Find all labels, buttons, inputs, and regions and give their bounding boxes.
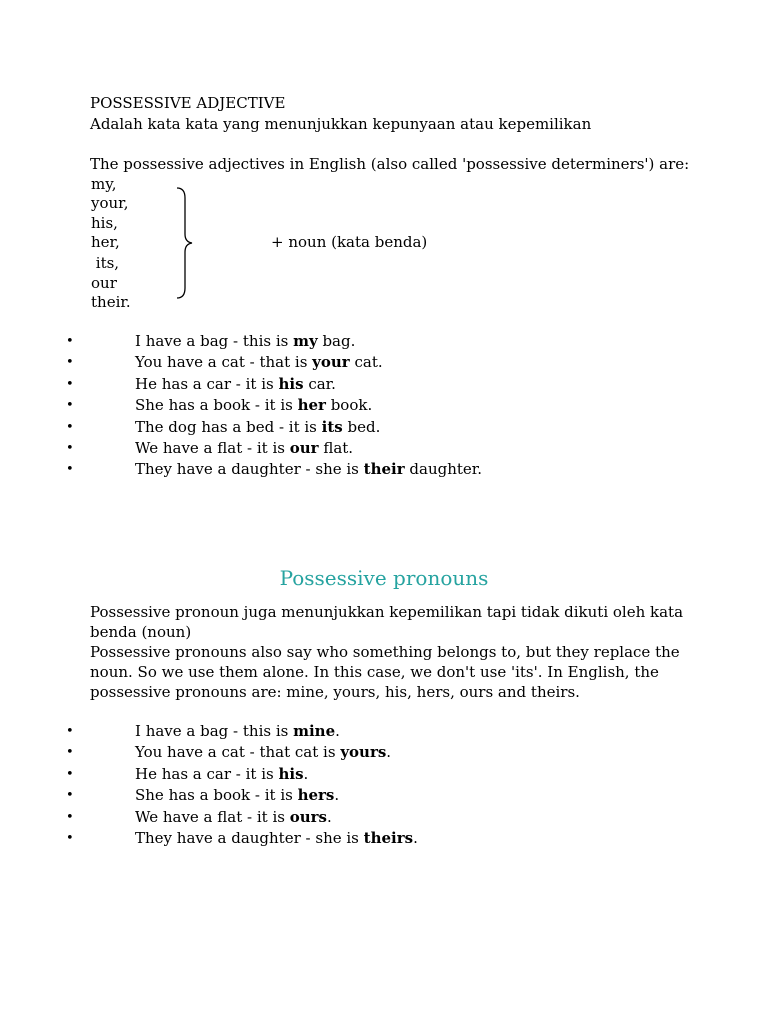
example-sentence (135, 807, 332, 828)
list-item (0, 807, 768, 828)
section-heading: Possessive pronouns (279, 566, 489, 590)
bullet-icon: • (66, 766, 74, 782)
sentence-start: The dog has a bed - it is (135, 417, 322, 436)
sentence-start: You have a cat - that is (135, 353, 313, 372)
sentence-end: cat. (349, 353, 383, 372)
paragraph-line: noun. So we use them alone. In this case, we don't use 'its'. In English, the (90, 663, 659, 681)
sentence-end: . (413, 828, 418, 847)
list-item (0, 395, 768, 416)
sentence-start: I have a bag - this is (135, 722, 294, 740)
possessive-word-bold: its (321, 417, 343, 436)
sentence-start: They have a daughter - she is (135, 460, 364, 479)
list-item (0, 438, 768, 459)
example-sentence (135, 374, 336, 395)
sentence-end: . (326, 807, 332, 826)
definition-text: Adalah kata kata yang menunjukkan kepunyaan atau kepemilikan (90, 115, 592, 133)
example-sentence (135, 352, 383, 373)
paragraph-line: benda (noun) (90, 623, 192, 641)
example-sentence (135, 438, 353, 459)
adjective-examples-list (0, 331, 768, 481)
possessive-word-bold: ours (289, 807, 327, 826)
list-item (0, 785, 768, 806)
possessive-word-bold: theirs (363, 828, 414, 847)
curly-brace-icon (174, 186, 196, 300)
example-sentence (135, 742, 391, 763)
possessive-word-bold: your (312, 353, 350, 372)
list-item (0, 764, 768, 785)
sentence-end: daughter. (404, 460, 483, 479)
example-sentence (135, 395, 372, 416)
possessive-word: her, (91, 233, 120, 251)
possessive-word: your, (91, 194, 129, 212)
possessive-word: my, (91, 175, 117, 193)
sentence-start: She has a book - it is (135, 786, 298, 805)
bullet-icon: • (66, 724, 74, 739)
example-sentence (135, 764, 308, 785)
list-item (0, 721, 768, 742)
example-sentence (135, 828, 418, 849)
example-sentence (135, 721, 340, 742)
pronoun-examples-list (0, 721, 768, 849)
bullet-icon: • (66, 398, 74, 414)
paragraph-line: possessive pronouns are: mine, yours, his, hers, ours and theirs. (90, 683, 580, 701)
sentence-end: book. (325, 396, 373, 415)
sentence-start: We have a flat - it is (135, 807, 290, 826)
sentence-start: We have a flat - it is (135, 438, 290, 457)
possessive-word: our (91, 274, 117, 292)
possessive-word-bold: his (278, 764, 304, 783)
possessive-word: its, (91, 254, 120, 272)
possessive-word: his, (91, 214, 118, 232)
bullet-icon: • (66, 334, 74, 349)
possessive-word-bold: mine (293, 722, 336, 740)
possessive-word-bold: my (293, 332, 318, 350)
list-item (0, 459, 768, 480)
bullet-icon: • (66, 462, 74, 478)
noun-note: + noun (kata benda) (271, 233, 428, 251)
example-sentence (135, 331, 355, 352)
list-item (0, 742, 768, 763)
example-sentence (135, 785, 339, 806)
possessive-word-bold: his (278, 374, 304, 393)
sentence-end: flat. (318, 438, 354, 457)
intro-text: The possessive adjectives in English (also called 'possessive determiners') are: (90, 155, 690, 173)
bullet-icon: • (66, 355, 74, 371)
sentence-end: . (303, 764, 309, 783)
list-item (0, 417, 768, 438)
bullet-icon: • (66, 440, 74, 456)
sentence-end: bed. (342, 417, 381, 436)
example-sentence (135, 417, 380, 438)
possessive-word-bold: yours (340, 743, 387, 762)
section-title: POSSESSIVE ADJECTIVE (90, 94, 286, 112)
sentence-start: He has a car - it is (135, 764, 279, 783)
possessive-word-bold: our (289, 438, 319, 457)
sentence-start: She has a book - it is (135, 396, 298, 415)
list-item (0, 828, 768, 849)
sentence-start: He has a car - it is (135, 374, 279, 393)
sentence-end: car. (303, 374, 336, 393)
paragraph-line: Possessive pronoun juga menunjukkan kepemilikan tapi tidak dikuti oleh kata (90, 603, 684, 621)
example-sentence (135, 459, 482, 480)
possessive-word-bold: their (363, 460, 405, 479)
bullet-icon: • (66, 376, 74, 392)
paragraph-line: Possessive pronouns also say who something belongs to, but they replace the (90, 643, 680, 661)
bullet-icon: • (66, 788, 74, 804)
sentence-end: bag. (317, 332, 356, 350)
possessive-word: their. (91, 293, 131, 311)
bullet-icon: • (66, 830, 74, 846)
sentence-start: They have a daughter - she is (135, 828, 364, 847)
list-item (0, 352, 768, 373)
bullet-icon: • (66, 419, 74, 435)
sentence-end: . (335, 722, 340, 740)
list-item (0, 331, 768, 352)
sentence-start: I have a bag - this is (135, 332, 294, 350)
possessive-word-bold: her (297, 396, 326, 415)
sentence-end: . (334, 786, 340, 805)
bullet-icon: • (66, 745, 74, 761)
possessive-word-bold: hers (297, 786, 335, 805)
list-item (0, 374, 768, 395)
sentence-start: You have a cat - that cat is (135, 743, 341, 762)
sentence-end: . (386, 743, 392, 762)
bullet-icon: • (66, 809, 74, 825)
